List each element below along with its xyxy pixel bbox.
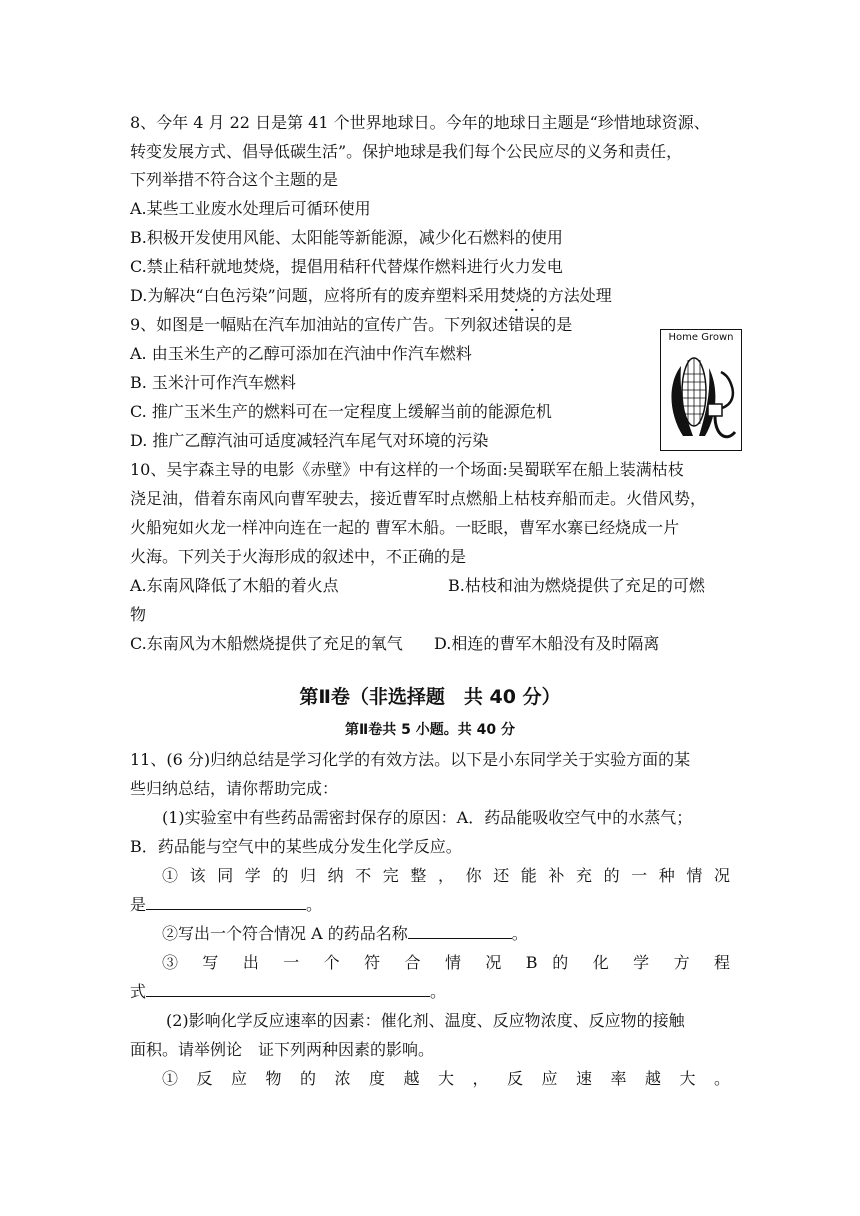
q9-stem-suffix: 的是 <box>540 315 573 334</box>
q10-stem-line-1: 10、吴宇森主导的电影《赤壁》中有这样的一个场面:吴蜀联军在船上装满枯枝 <box>130 460 684 479</box>
ad-caption: Home Grown <box>668 332 734 343</box>
q11-item3-prefix: 式 <box>130 982 147 1001</box>
q10-option-d: D.相连的曹军木船没有及时隔离 <box>434 634 660 653</box>
q8-option-c: C.禁止秸秆就地焚烧，提倡用秸秆代替煤作燃料进行火力发电 <box>130 257 563 276</box>
home-grown-ad-image <box>660 329 742 451</box>
q9-stem <box>130 315 730 335</box>
section-2-subtitle: 第Ⅱ卷共 5 小题。共 40 分 <box>345 722 515 738</box>
q8-option-a: A.某些工业废水处理后可循环使用 <box>130 199 371 218</box>
q11-item1-line-1: ① 该 同 学 的 归 纳 不 完 整 ， 你 还 能 补 充 的 一 种 情 况 <box>162 866 730 885</box>
q11-item2-suffix: 。 <box>511 924 528 943</box>
q9-option-b: B. 玉米汁可作汽车燃料 <box>130 373 296 392</box>
q11-part2-line-2: 面积。请举例论 证下列两种因素的影响。 <box>130 1040 435 1059</box>
q11-item1-answer-blank[interactable] <box>146 895 306 910</box>
corn-fuel-pump-icon <box>661 344 741 450</box>
q11-item1-line-2 <box>130 895 730 915</box>
q10-options-cd <box>130 634 730 654</box>
q10-option-b: B.枯枝和油为燃烧提供了充足的可燃 <box>448 576 705 595</box>
q9-option-c: C. 推广玉米生产的燃料可在一定程度上缓解当前的能源危机 <box>130 402 552 421</box>
q10-option-b-continued: 物 <box>130 605 147 624</box>
q11-stem-line-1: 11、(6 分)归纳总结是学习化学的有效方法。以下是小东同学关于实验方面的某 <box>130 750 691 769</box>
q8-option-b: B.积极开发使用风能、太阳能等新能源，减少化石燃料的使用 <box>130 228 563 247</box>
q11-item3-line-1: ③ 写 出 一 个 符 合 情 况 B 的 化 学 方 程 <box>162 953 730 972</box>
q11-part1-line-1: (1)实验室中有些药品需密封保存的原因：A．药品能吸收空气中的水蒸气； <box>162 808 693 827</box>
q10-stem-line-4: 火海。下列关于火海形成的叙述中，不正确的是 <box>130 547 467 566</box>
q11-item3-line-2 <box>130 982 730 1002</box>
q11-part2-line-1: (2)影响化学反应速率的因素：催化剂、温度、反应物浓度、反应物的接触 <box>166 1011 685 1030</box>
q11-item2-answer-blank[interactable] <box>408 924 512 939</box>
q8-stem-line-1: 8、今年 4 月 22 日是第 41 个世界地球日。今年的地球日主题是“珍惜地球资源、 <box>130 113 710 132</box>
q9-option-a: A. 由玉米生产的乙醇可添加在汽油中作汽车燃料 <box>130 344 472 363</box>
q11-item4-line: ① 反 应 物 的 浓 度 越 大 ， 反 应 速 率 越 大 。 <box>162 1069 730 1088</box>
section-2-title: 第Ⅱ卷（非选择题 共 40 分） <box>299 686 561 708</box>
q11-item3-suffix: 。 <box>430 982 447 1001</box>
q9-emphasis-char-1: 错 <box>508 315 525 334</box>
q11-item1-prefix: 是 <box>130 895 147 914</box>
q9-option-d: D. 推广乙醇汽油可适度减轻汽车尾气对环境的污染 <box>130 431 489 450</box>
q11-item2-prefix: ②写出一个符合情况 A 的药品名称 <box>162 924 408 943</box>
q10-option-c: C.东南风为木船燃烧提供了充足的氧气 <box>130 634 403 653</box>
q11-item1-suffix: 。 <box>306 895 323 914</box>
q10-options-ab <box>130 576 730 596</box>
q9-stem-prefix: 9、如图是一幅贴在汽车加油站的宣传广告。下列叙述 <box>130 315 509 334</box>
q11-part1-line-2: B．药品能与空气中的某些成分发生化学反应。 <box>130 837 462 856</box>
q11-stem-line-2: 些归纳总结，请你帮助完成： <box>130 779 339 798</box>
q10-stem-line-2: 浇足油，借着东南风向曹军驶去，接近曹军时点燃船上枯枝弃船而走。火借风势， <box>130 489 707 508</box>
q8-stem-line-2: 转变发展方式、倡导低碳生活”。保护地球是我们每个公民应尽的义务和责任， <box>130 142 683 161</box>
q8-stem-line-3: 下列举措不符合这个主题的是 <box>130 170 339 189</box>
q10-stem-line-3: 火船宛如火龙一样冲向连在一起的 曹军木船。一眨眼，曹军水寨已经烧成一片 <box>130 518 680 537</box>
q11-item3-answer-blank[interactable] <box>146 982 430 997</box>
q10-option-a: A.东南风降低了木船的着火点 <box>130 576 339 595</box>
q8-option-d: D.为解决“白色污染”问题，应将所有的废弃塑料采用焚烧的方法处理 <box>130 286 612 305</box>
q9-emphasis-char-2: 误 <box>524 315 541 334</box>
q11-item2-line <box>162 924 730 944</box>
